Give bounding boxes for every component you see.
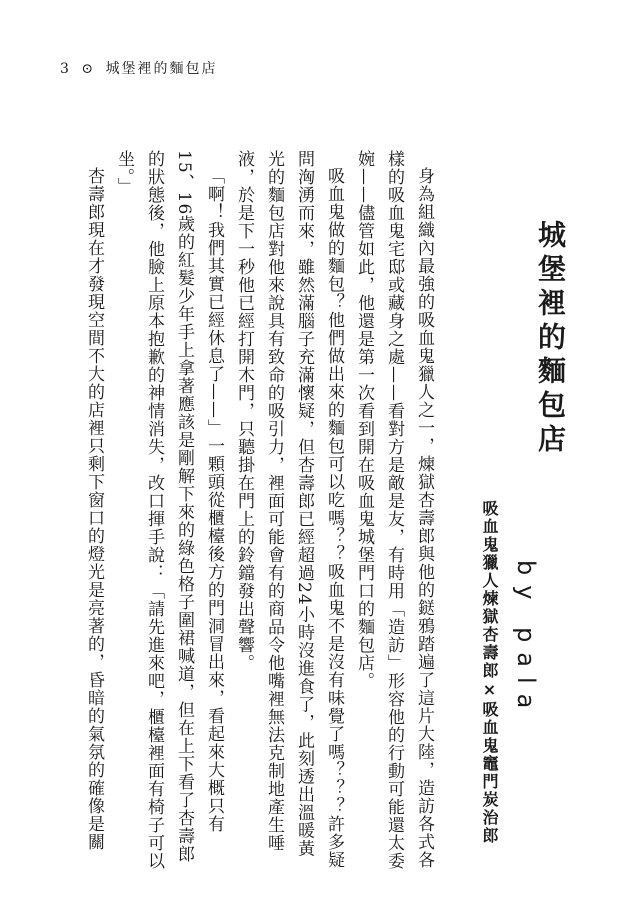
paragraph: 吸血鬼做的麵包？他們做出來的麵包可以吃嗎？？吸血鬼不是沒有味覺了嗎？？？許多疑問洶湧而來，雖然滿腦子充滿懷疑，但杏壽郎已經超過24小時沒進食了，此刻透出溫暖黃光的麵包店對他來說具有致命的吸引力，裡面可能會有的商品令他嘴裡無法克制地產生唾液，於是下一秒他已經打開木門，只聽掛在門上的鈴鐺發出聲響。 (234, 150, 344, 869)
paragraph: 杏壽郎現在才發現空間不大的店裡只剩下窗口的燈光是亮著的，昏暗的氣氛的確像是關 (84, 167, 104, 851)
author-byline: by pala (512, 560, 540, 719)
paragraph: 身為組織內最強的吸血鬼獵人之一，煉獄杏壽郎與他的鎹鴉踏遍了這片大陸，造訪各式各樣的吸血鬼宅邸或藏身之處——看對方是敵是友，有時用「造訪」形容他的行動可能還太委婉——儘管如此，他還是第一次看到開在吸血鬼城堡門口的麵包店。 (354, 150, 434, 870)
running-title: 城堡裡的麵包店 (105, 61, 218, 77)
running-header (60, 58, 218, 78)
body-text (79, 150, 439, 870)
page-number: 3 (60, 61, 71, 77)
separator-icon: ⊙ (81, 61, 96, 77)
character-pairing: 吸血鬼獵人煉獄杏壽郎×吸血鬼竈門炭治郎 (480, 500, 499, 845)
story-title: 城堡裡的麵包店 (534, 220, 567, 458)
paragraph: 「啊！我們其實已經休息了——」一顆頭從櫃檯後方的門洞冒出來，看起來大概只有15、16歲的紅髮少年手上拿著應該是剛解下來的綠色格子圍裙喊道，但在上下看了杏壽郎的狀態後，他臉上原本抱歉的神情消失，改口揮手說：「請先進來吧，櫃檯裡面有椅子可以坐。」 (114, 150, 224, 870)
